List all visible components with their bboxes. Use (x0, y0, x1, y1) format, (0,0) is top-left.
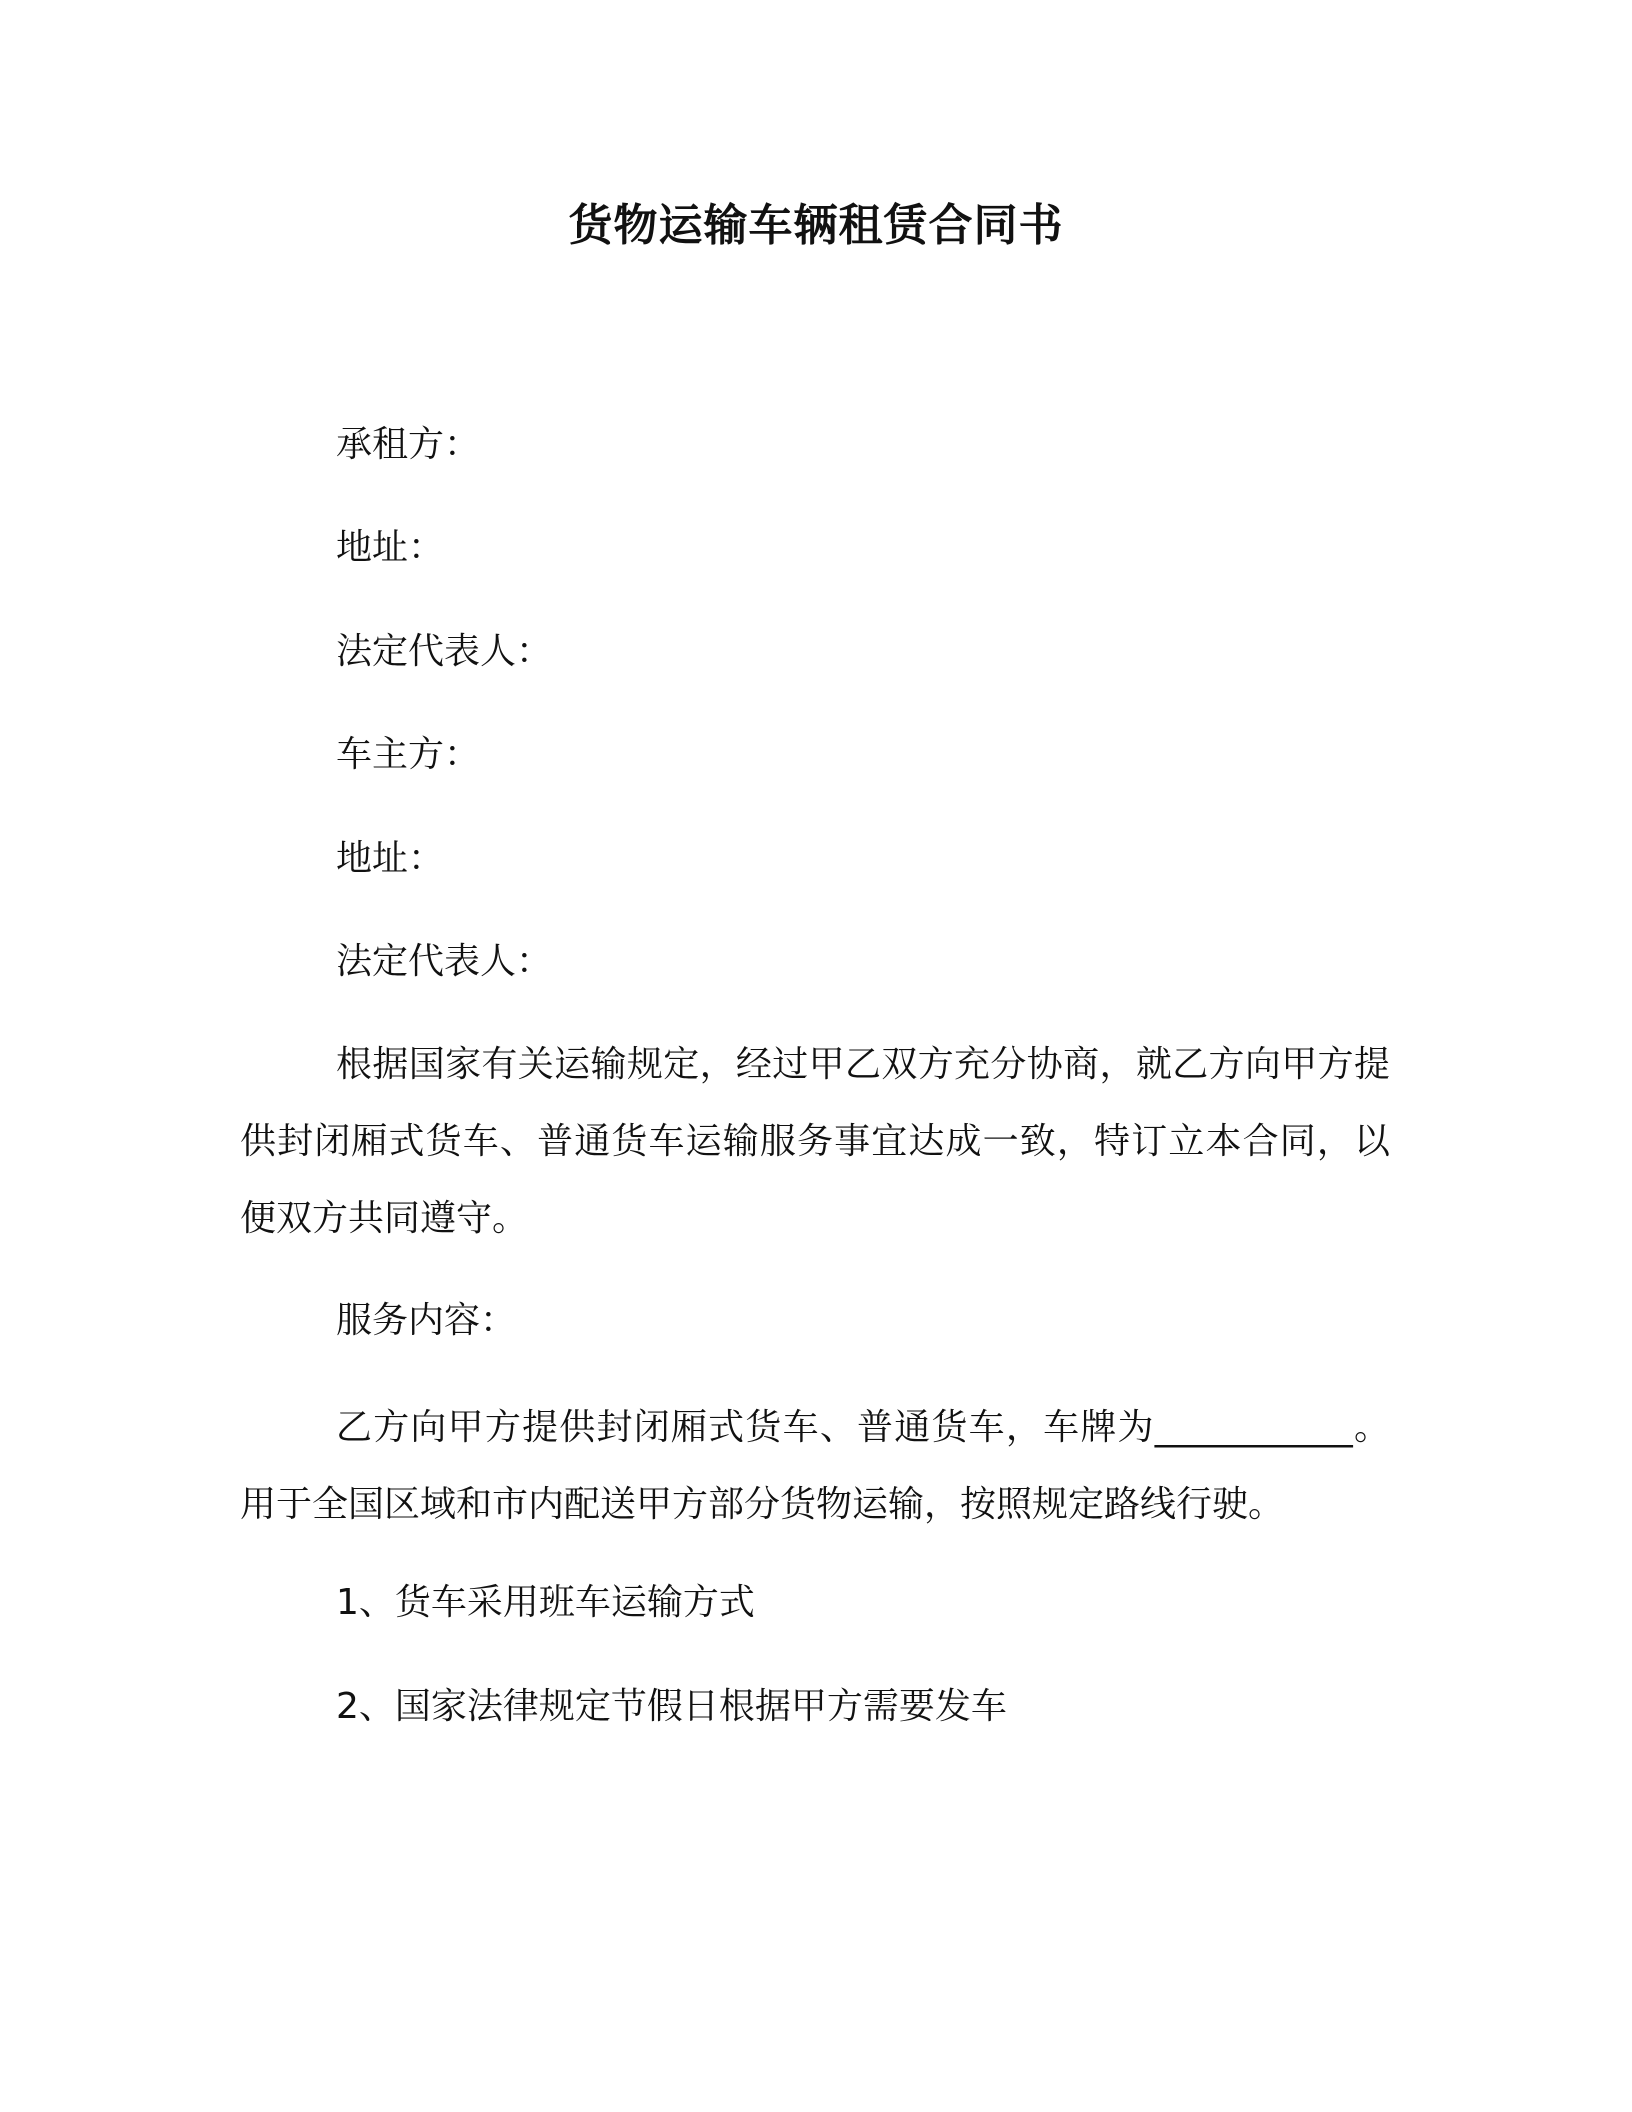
list-item: 1、货车采用班车运输方式 (336, 1582, 755, 1623)
service-paragraph: 乙方向甲方提供封闭厢式货车、普通货车，车牌为___________。用于全国区域和市内配送甲方部分货物运输，按照规定路线行驶。 (240, 1407, 1390, 1525)
owner-label: 车主方： (336, 734, 481, 775)
service-heading: 服务内容： (336, 1300, 517, 1341)
list-item: 2、国家法律规定节假日根据甲方需要发车 (336, 1686, 1007, 1727)
lessee-representative-label: 法定代表人： (336, 631, 553, 672)
intro-paragraph: 根据国家有关运输规定，经过甲乙双方充分协商，就乙方向甲方提供封闭厢式货车、普通货车运输服务事宜达成一致，特订立本合同，以便双方共同遵守。 (240, 1044, 1390, 1239)
document-title: 货物运输车辆租赁合同书 (568, 200, 1064, 251)
lessee-address-label: 地址： (336, 527, 445, 568)
owner-address-label: 地址： (336, 838, 445, 879)
lessee-label: 承租方： (336, 424, 481, 465)
owner-representative-label: 法定代表人： (336, 941, 553, 982)
